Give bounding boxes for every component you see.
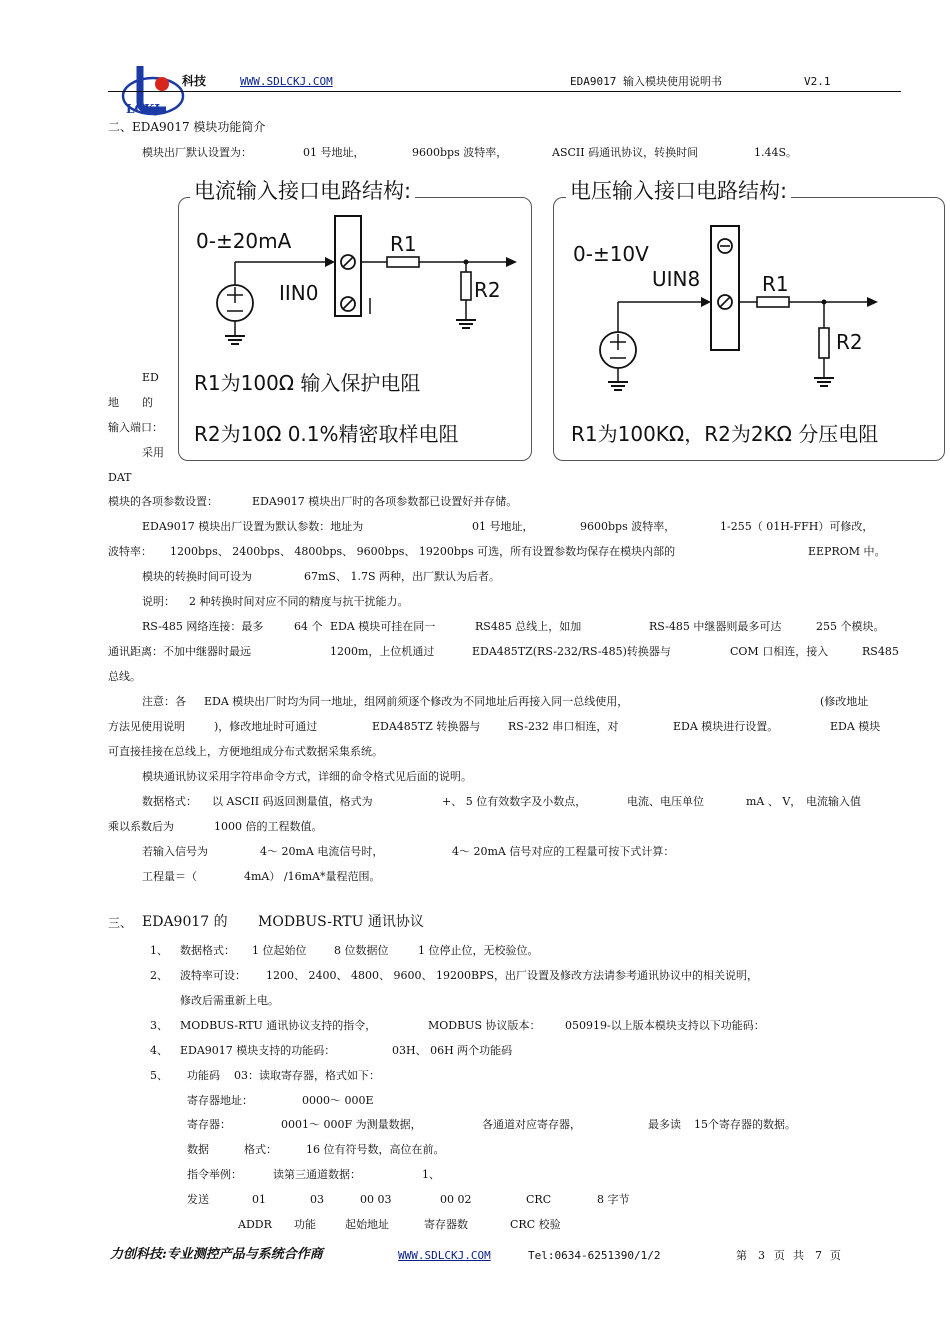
modbus-item1-d: 1 位停止位，无校验位。 bbox=[418, 944, 539, 957]
reg-r2-b: 0001～ 000F 为测量数据， bbox=[281, 1118, 422, 1131]
fragment-3: 输入端口： bbox=[108, 421, 163, 434]
modbus-item4-a: EDA9017 模块支持的功能码： bbox=[180, 1044, 336, 1057]
modbus-item3-a: MODBUS-RTU 通讯协议支持的指令， bbox=[180, 1019, 377, 1032]
reg-r5-f: CRC bbox=[526, 1193, 552, 1206]
modbus-item2-b: 1200、 2400、 4800、 9600、 19200BPS，出厂设置及修改方法请参考通讯协议中的相关说明， bbox=[266, 969, 758, 982]
fragment-1: ED bbox=[142, 371, 159, 384]
fragment-2a: 地 bbox=[108, 396, 119, 409]
body-701-b: EDA 模块出厂时均为同一地址，组网前须逐个修改为不同地址后再接入同一总线使用， bbox=[204, 695, 629, 708]
current-note-2: R2为10Ω 0.1%精密取样电阻 bbox=[194, 422, 459, 446]
modbus-item5-b: 03：读取寄存器，格式如下： bbox=[234, 1069, 380, 1082]
modbus-item1-c: 8 位数据位 bbox=[334, 944, 389, 957]
body-826-b: 1000 倍的工程数值。 bbox=[214, 820, 323, 833]
body-501-b: EDA9017 模块出厂时的各项参数都已设置好并存储。 bbox=[252, 495, 518, 508]
reg-r3-c: 16 位有符号数，高位在前。 bbox=[306, 1143, 445, 1156]
reg-r6-e: CRC 校验 bbox=[510, 1218, 561, 1231]
modbus-title-b: MODBUS-RTU 通讯协议 bbox=[258, 914, 424, 930]
header-doc-title: EDA9017 输入模块使用说明书 bbox=[570, 75, 722, 88]
body-801-b: 以 ASCII 码返回测量值，格式为 bbox=[212, 795, 373, 808]
body-526-a: EDA9017 模块出厂设置为默认参数：地址为 bbox=[142, 520, 364, 533]
body-801-a: 数据格式： bbox=[142, 795, 197, 808]
modbus-item5-a: 功能码 bbox=[187, 1069, 220, 1082]
body-676-a: 总线。 bbox=[108, 670, 141, 683]
modbus-item2-a: 波特率可设： bbox=[180, 969, 246, 982]
reg-r2-c: 各通道对应寄存器， bbox=[482, 1118, 581, 1131]
body-726-e: EDA 模块进行设置。 bbox=[673, 720, 779, 733]
body-626-c: EDA 模块可挂在同一 bbox=[330, 620, 436, 633]
intro-a: 模块出厂默认设置为： bbox=[142, 146, 252, 159]
body-601-a: 说明： bbox=[142, 595, 175, 608]
footer-page-num: 3 bbox=[758, 1249, 765, 1262]
body-801-e: mA 、 V， bbox=[746, 795, 802, 808]
body-651-b: 1200m，上位机通过 bbox=[330, 645, 435, 658]
modbus-section-num: 三、 bbox=[108, 916, 133, 930]
modbus-item4-b: 03H、 06H 两个功能码 bbox=[392, 1044, 513, 1057]
body-826-a: 乘以系数后为 bbox=[108, 820, 174, 833]
body-551-a: 波特率： bbox=[108, 545, 152, 558]
footer-tel: Tel:0634-6251390/1/2 bbox=[528, 1249, 661, 1262]
current-channel-label: IIN0 bbox=[279, 281, 319, 305]
footer-url-link[interactable]: WWW.SDLCKJ.COM bbox=[398, 1249, 491, 1262]
reg-r5-b: 01 bbox=[252, 1193, 266, 1206]
current-r2-label: R2 bbox=[474, 278, 501, 302]
body-651-a: 通讯距离：不加中继器时最远 bbox=[108, 645, 251, 658]
header-version: V2.1 bbox=[804, 75, 831, 88]
body-726-a: 方法见使用说明 bbox=[108, 720, 185, 733]
body-726-c: EDA485TZ 转换器与 bbox=[372, 720, 481, 733]
footer-slogan: 力创科技:专业测控产品与系统合作商 bbox=[110, 1247, 323, 1262]
modbus-item4-num: 4、 bbox=[150, 1044, 168, 1057]
reg-r6-a: ADDR bbox=[238, 1218, 272, 1231]
modbus-item3-c: 050919-以上版本模块支持以下功能码： bbox=[565, 1019, 765, 1032]
body-526-c: 9600bps 波特率， bbox=[580, 520, 676, 533]
body-851-b: 4～ 20mA 电流信号时， bbox=[260, 845, 384, 858]
footer-page-b: 页 bbox=[774, 1249, 785, 1262]
body-701-c: (修改地址 bbox=[820, 695, 869, 708]
modbus-item3-b: MODBUS 协议版本： bbox=[428, 1019, 541, 1032]
reg-r3-b: 格式： bbox=[244, 1143, 277, 1156]
body-626-d: RS485 总线上，如加 bbox=[475, 620, 582, 633]
body-651-e: RS485 bbox=[862, 645, 899, 658]
body-601-b: 2 种转换时间对应不同的精度与抗干扰能力。 bbox=[189, 595, 409, 608]
footer-page-total: 7 bbox=[815, 1249, 822, 1262]
body-851-a: 若输入信号为 bbox=[142, 845, 208, 858]
body-551-c: EEPROM 中。 bbox=[808, 545, 886, 558]
current-range-label: 0-±20mA bbox=[196, 229, 292, 253]
reg-r2-a: 寄存器： bbox=[187, 1118, 231, 1131]
voltage-r1-label: R1 bbox=[762, 272, 789, 296]
voltage-note: R1为100KΩ，R2为2KΩ 分压电阻 bbox=[571, 422, 879, 446]
voltage-r2-label: R2 bbox=[836, 330, 863, 354]
body-726-f: EDA 模块 bbox=[830, 720, 881, 733]
voltage-circuit-title: 电压输入接口电路结构: bbox=[566, 179, 791, 203]
intro-c: 9600bps 波特率， bbox=[412, 146, 508, 159]
header-url-link[interactable]: WWW.SDLCKJ.COM bbox=[240, 75, 333, 88]
reg-r4-a: 指令举例： bbox=[187, 1168, 242, 1181]
body-751-a: 可直接挂接在总线上，方便地组成分布式数据采集系统。 bbox=[108, 745, 383, 758]
body-526-d: 1-255（ 01H-FFH）可修改， bbox=[720, 520, 874, 533]
intro-e: 1.44S。 bbox=[754, 146, 798, 159]
modbus-item3-num: 3、 bbox=[150, 1019, 168, 1032]
reg-r5-a: 发送 bbox=[187, 1193, 209, 1206]
body-626-b: 64 个 bbox=[294, 620, 323, 633]
intro-b: 01 号地址， bbox=[303, 146, 365, 159]
body-726-b: )，修改地址时可通过 bbox=[214, 720, 318, 733]
body-576-b: 67mS、 1.7S 两种，出厂默认为后者。 bbox=[304, 570, 500, 583]
body-801-c: +、 5 位有效数字及小数点， bbox=[442, 795, 587, 808]
body-651-c: EDA485TZ(RS-232/RS-485)转换器与 bbox=[472, 645, 671, 658]
reg-r5-g: 8 字节 bbox=[597, 1193, 630, 1206]
voltage-channel-label: UIN8 bbox=[652, 267, 701, 291]
body-651-d: COM 口相连，接入 bbox=[730, 645, 829, 658]
voltage-range-label: 0-±10V bbox=[573, 242, 649, 266]
voltage-circuit-schematic bbox=[554, 198, 944, 460]
body-851-c: 4～ 20mA 信号对应的工程量可按下式计算： bbox=[452, 845, 675, 858]
modbus-item1-num: 1、 bbox=[150, 944, 168, 957]
reg-r4-c: 1、 bbox=[422, 1168, 440, 1181]
reg-r6-b: 功能 bbox=[294, 1218, 316, 1231]
modbus-item1-a: 数据格式： bbox=[180, 944, 235, 957]
footer-page-d: 页 bbox=[830, 1249, 841, 1262]
modbus-item2-c: 修改后需重新上电。 bbox=[180, 994, 279, 1007]
body-551-b: 1200bps、 2400bps、 4800bps、 9600bps、 19200bps 可选，所有设置参数均保存在模块内部的 bbox=[170, 545, 676, 558]
body-626-f: 255 个模块。 bbox=[816, 620, 885, 633]
reg-r5-c: 03 bbox=[310, 1193, 324, 1206]
modbus-item1-b: 1 位起始位 bbox=[252, 944, 307, 957]
body-701-a: 注意：各 bbox=[142, 695, 186, 708]
reg-r3-a: 数据 bbox=[187, 1143, 209, 1156]
body-801-d: 电流、电压单位 bbox=[627, 795, 704, 808]
fragment-5: DAT bbox=[108, 471, 132, 484]
reg-r1-a: 寄存器地址： bbox=[187, 1094, 253, 1107]
body-626-e: RS-485 中继器则最多可达 bbox=[649, 620, 782, 633]
body-626-a: RS-485 网络连接：最多 bbox=[142, 620, 264, 633]
current-note-1: R1为100Ω 输入保护电阻 bbox=[194, 371, 421, 395]
reg-r2-e: 15个寄存器的数据。 bbox=[694, 1118, 796, 1131]
reg-r1-b: 0000～ 000E bbox=[302, 1094, 374, 1107]
modbus-item5-num: 5、 bbox=[150, 1069, 168, 1082]
header-company: 科技 bbox=[182, 74, 207, 88]
footer-page-a: 第 bbox=[736, 1249, 747, 1262]
fragment-2b: 的 bbox=[142, 396, 153, 409]
body-726-d: RS-232 串口相连，对 bbox=[508, 720, 619, 733]
current-circuit-title: 电流输入接口电路结构: bbox=[190, 179, 415, 203]
body-501-a: 模块的各项参数设置： bbox=[108, 495, 218, 508]
current-r1-label: R1 bbox=[390, 232, 417, 256]
logo-text: LCKJ bbox=[126, 102, 161, 116]
body-876-a: 工程量＝（ bbox=[142, 870, 197, 883]
reg-r4-b: 读第三通道数据： bbox=[273, 1168, 361, 1181]
reg-r5-d: 00 03 bbox=[360, 1193, 392, 1206]
modbus-title-a: EDA9017 的 bbox=[142, 914, 228, 930]
reg-r2-d: 最多读 bbox=[648, 1118, 681, 1131]
reg-r5-e: 00 02 bbox=[440, 1193, 472, 1206]
header-rule bbox=[108, 91, 901, 92]
body-576-a: 模块的转换时间可设为 bbox=[142, 570, 252, 583]
body-776-a: 模块通讯协议采用字符串命令方式，详细的命令格式见后面的说明。 bbox=[142, 770, 472, 783]
section-heading: 二、EDA9017 模块功能简介 bbox=[108, 120, 266, 134]
body-801-f: 电流输入值 bbox=[806, 795, 861, 808]
body-876-b: 4mA） /16mA*量程范围。 bbox=[244, 870, 381, 883]
body-526-b: 01 号地址， bbox=[472, 520, 534, 533]
footer-page-c: 共 bbox=[793, 1249, 804, 1262]
fragment-4: 采用 bbox=[142, 446, 164, 459]
reg-r6-d: 寄存器数 bbox=[424, 1218, 468, 1231]
reg-r6-c: 起始地址 bbox=[345, 1218, 389, 1231]
intro-d: ASCII 码通讯协议，转换时间 bbox=[552, 146, 699, 159]
modbus-item2-num: 2、 bbox=[150, 969, 168, 982]
